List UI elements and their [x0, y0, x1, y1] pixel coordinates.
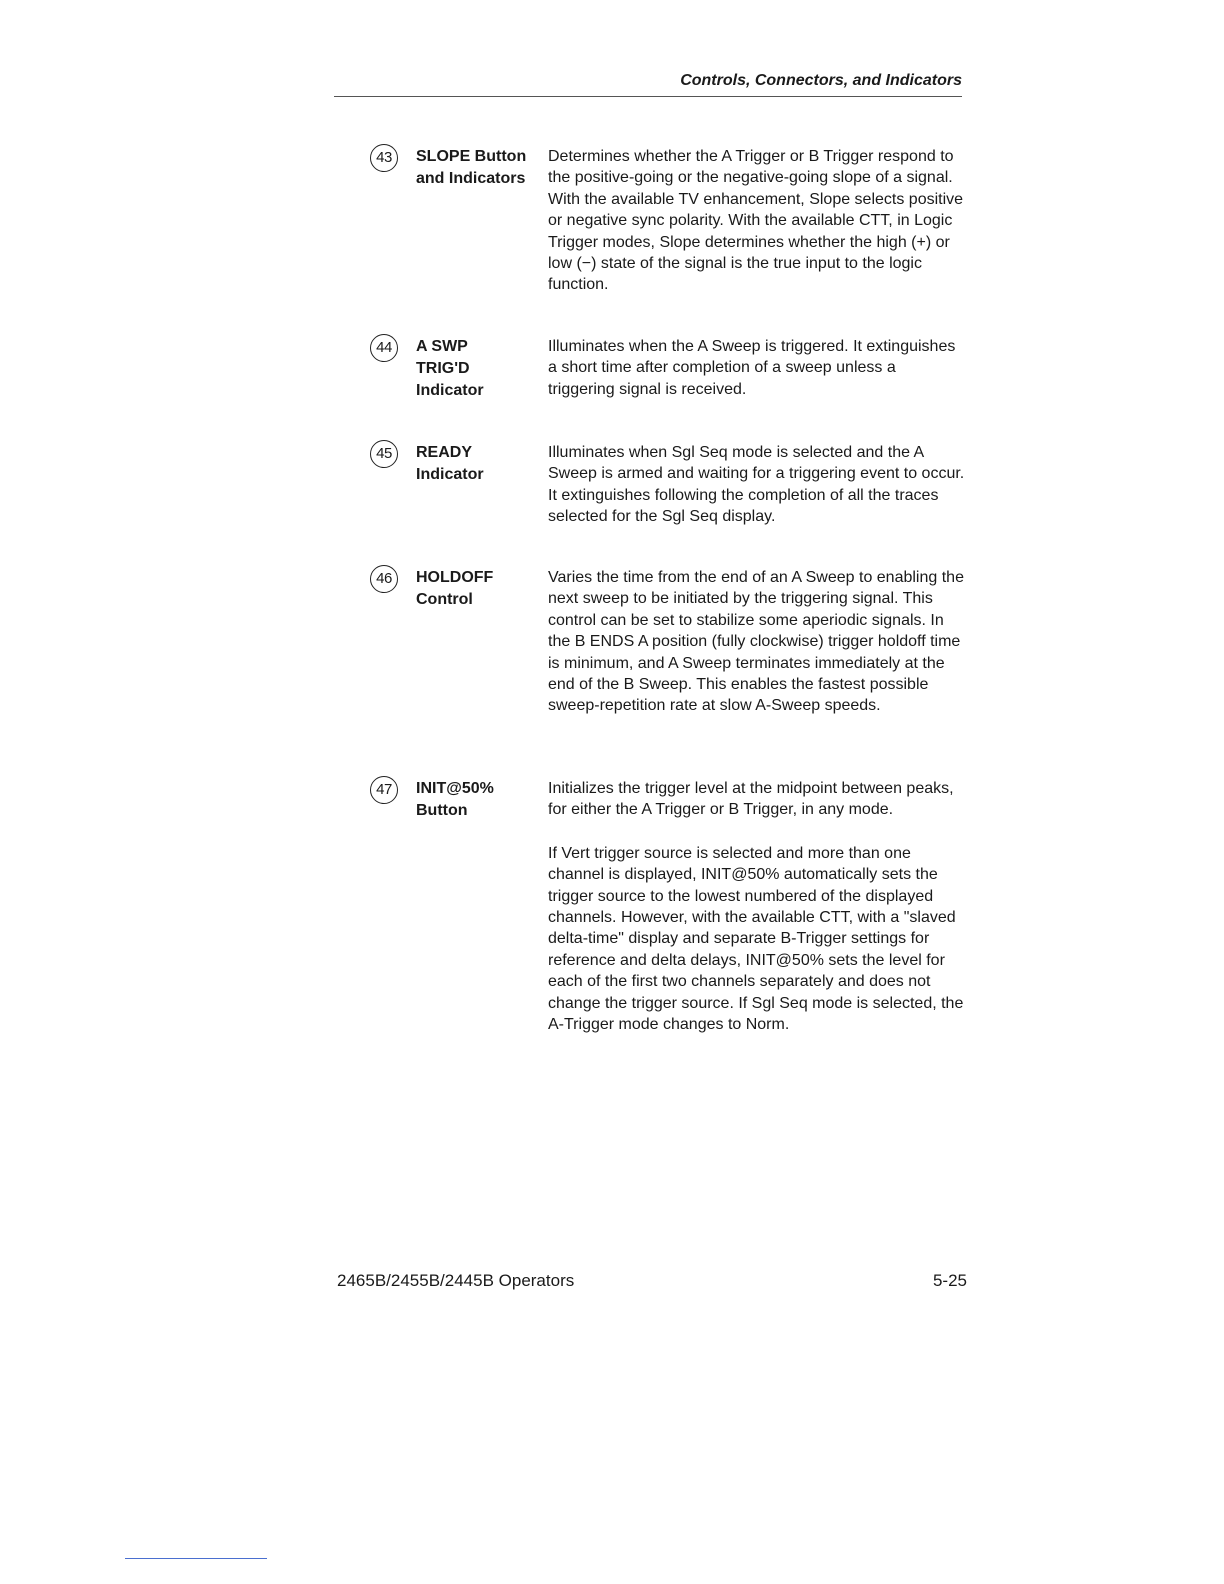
- control-name-line: Indicator: [416, 382, 484, 399]
- scan-edge-rule: [125, 1558, 267, 1559]
- description-paragraph: Determines whether the A Trigger or B Trigger respond to the positive-going or the negative-going slope of a signal. With the available TV enhancement, Slope selects positive or negative sync polarity. With the available CTT, in Logic Trigger modes, Slope determines whether the high (+) or low (−) state of the signal is the true input to the logic function.: [548, 148, 964, 294]
- control-description: [548, 567, 966, 739]
- callout-number: 44: [370, 334, 398, 362]
- control-name-line: TRIG'D: [416, 360, 470, 377]
- control-name: [416, 567, 546, 611]
- description-paragraph: If Vert trigger source is selected and more than one channel is displayed, INIT@50% automatically sets the trigger source to the lowest numbered of the displayed channels. However, with the available CTT, with a "slaved delta-time" display and separate B-Trigger settings for reference and delta delays, INIT@50% sets the level for each of the first two channels separately and does not change the trigger source. If Sgl Seq mode is selected, the A-Trigger mode changes to Norm.: [548, 844, 964, 1034]
- running-header: Controls, Connectors, and Indicators: [334, 72, 962, 97]
- control-name-line: INIT@50%: [416, 780, 494, 797]
- control-description: [548, 778, 966, 1057]
- description-paragraph: Initializes the trigger level at the midpoint between peaks, for either the A Trigger or B Trigger, in any mode.: [548, 780, 954, 819]
- control-name: [416, 442, 546, 486]
- control-name-line: and Indicators: [416, 170, 526, 187]
- control-name-line: HOLDOFF: [416, 569, 494, 586]
- page-footer: [337, 1271, 967, 1291]
- control-name: [416, 146, 546, 190]
- control-description: [548, 336, 966, 422]
- control-name-line: READY: [416, 444, 473, 461]
- description-paragraph: Varies the time from the end of an A Sweep to enabling the next sweep to be initiated by the triggering signal. This control can be set to stabilize some aperiodic signals. In the B ENDS A position (fully clockwise) trigger holdoff time is minimum, and A Sweep terminates immediately at the end of the B Sweep. This enables the fastest possible sweep-repetition rate at slow A-Sweep speeds.: [548, 569, 964, 715]
- control-name-line: SLOPE Button: [416, 148, 527, 165]
- description-paragraph: Illuminates when Sgl Seq mode is selected and the A Sweep is armed and waiting for a triggering event to occur. It extinguishes following the completion of all the traces selected for the Sgl Seq display.: [548, 444, 965, 526]
- page-number: 5-25: [932, 1271, 967, 1290]
- control-name: [416, 778, 546, 822]
- control-name-line: Indicator: [416, 466, 484, 483]
- callout-number: 46: [370, 565, 398, 593]
- control-name-line: Control: [416, 591, 473, 608]
- control-description: [548, 146, 966, 318]
- control-name-line: Button: [416, 802, 468, 819]
- control-name-line: A SWP: [416, 338, 468, 355]
- callout-number: 45: [370, 440, 398, 468]
- description-paragraph: Illuminates when the A Sweep is triggered. It extinguishes a short time after completion of a sweep unless a triggering signal is received.: [548, 338, 956, 398]
- callout-number: 43: [370, 144, 398, 172]
- control-name: [416, 336, 546, 402]
- manual-title: 2465B/2455B/2445B Operators: [337, 1271, 575, 1290]
- callout-number: 47: [370, 776, 398, 804]
- control-description: [548, 442, 966, 550]
